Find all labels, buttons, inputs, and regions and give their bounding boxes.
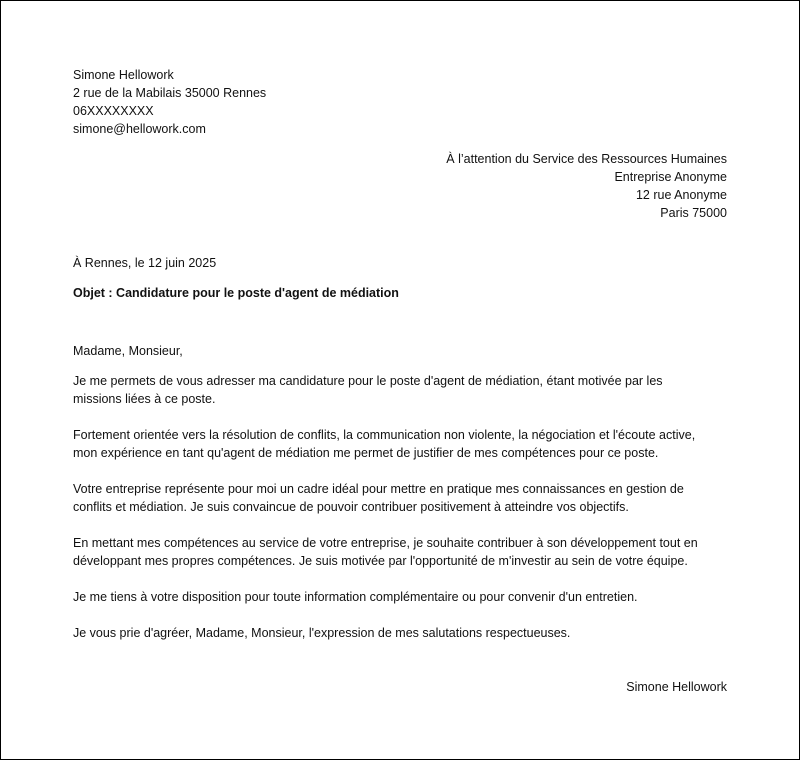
subject-line: Objet : Candidature pour le poste d'agent de médiation xyxy=(73,286,399,300)
paragraph-line: conflits et médiation. Je suis convaincue de pouvoir contribuer positivement à atteindre vos objectifs. xyxy=(73,500,629,514)
paragraph-line: Votre entreprise représente pour moi un cadre idéal pour mettre en pratique mes connaissances en gestion de xyxy=(73,482,684,496)
date-line: À Rennes, le 12 juin 2025 xyxy=(73,256,217,270)
paragraph-line: missions liées à ce poste. xyxy=(73,392,216,406)
paragraph-company xyxy=(73,480,733,516)
paragraph-line: développant mes propres compétences. Je suis motivée par l'opportunité de m'investir au sein de votre équipe. xyxy=(73,554,688,568)
paragraph-line: mon expérience en tant qu'agent de médiation me permet de justifier de mes compétences pour ce poste. xyxy=(73,446,659,460)
signature: Simone Hellowork xyxy=(626,680,727,694)
sender-name: Simone Hellowork xyxy=(73,68,174,82)
recipient-street: 12 rue Anonyme xyxy=(635,188,727,202)
paragraph-line: Je me permets de vous adresser ma candidature pour le poste d'agent de médiation, étant motivée par les xyxy=(73,374,663,388)
recipient-company: Entreprise Anonyme xyxy=(614,170,727,184)
paragraph-closing xyxy=(73,624,733,642)
paragraph-skills xyxy=(73,426,733,462)
paragraph-intro xyxy=(73,372,733,408)
paragraph-line: Je vous prie d'agréer, Madame, Monsieur, l'expression de mes salutations respectueuses. xyxy=(73,626,571,640)
sender-block xyxy=(73,66,266,138)
salutation: Madame, Monsieur, xyxy=(73,344,183,358)
sender-address: 2 rue de la Mabilais 35000 Rennes xyxy=(73,86,267,100)
paragraph-line: Je me tiens à votre disposition pour toute information complémentaire ou pour convenir d'un entretien. xyxy=(73,590,638,604)
sender-phone: 06XXXXXXXX xyxy=(73,104,154,118)
recipient-city: Paris 75000 xyxy=(660,206,727,220)
sender-email: simone@hellowork.com xyxy=(73,122,206,136)
paragraph-motivation xyxy=(73,534,733,570)
paragraph-availability xyxy=(73,588,733,606)
paragraph-line: En mettant mes compétences au service de votre entreprise, je souhaite contribuer à son développement tout en xyxy=(73,536,698,550)
recipient-attention: À l’attention du Service des Ressources Humaines xyxy=(446,152,727,166)
recipient-block xyxy=(446,150,727,222)
paragraph-line: Fortement orientée vers la résolution de conflits, la communication non violente, la négociation et l'écoute active, xyxy=(73,428,696,442)
